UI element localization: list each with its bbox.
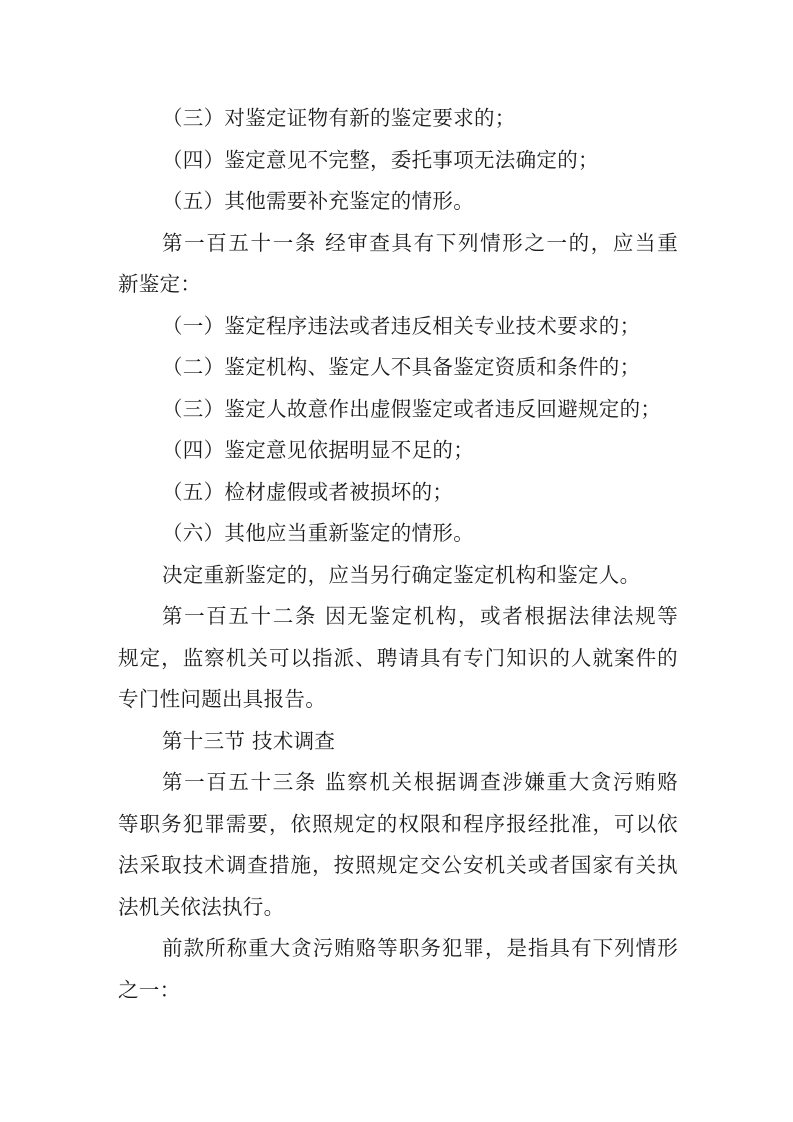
article-151-heading-line: 第一百五十一条 经审查具有下列情形之一的，应当重 — [162, 230, 678, 255]
article-153-heading-line: 第一百五十三条 监察机关根据调查涉嫌重大贪污贿赂 — [162, 770, 678, 794]
text-line-18: 等职务犯罪需要，依照规定的权限和程序报经批准，可以依 — [118, 811, 678, 836]
section-13-heading: 第十三节 技术调查 — [162, 728, 336, 753]
text-line-19: 法采取技术调查措施，按照规定交公安机关或者国家有关执 — [118, 853, 678, 877]
article-152-heading-line: 第一百五十二条 因无鉴定机构，或者根据法律法规等 — [162, 604, 678, 628]
text-line-11: （六）其他应当重新鉴定的情形。 — [162, 521, 474, 545]
text-line-20: 法机关依法执行。 — [118, 894, 285, 919]
text-line-10: （五）检材虚假或者被损坏的； — [162, 479, 454, 504]
text-line-12: 决定重新鉴定的，应当另行确定鉴定机构和鉴定人。 — [162, 562, 641, 587]
text-line-3: （五）其他需要补充鉴定的情形。 — [162, 189, 474, 213]
text-line-6: （一）鉴定程序违法或者违反相关专业技术要求的； — [162, 313, 641, 338]
text-line-2: （四）鉴定意见不完整，委托事项无法确定的； — [162, 147, 599, 172]
text-line-8: （三）鉴定人故意作出虚假鉴定或者违反回避规定的； — [162, 396, 662, 421]
text-line-21: 前款所称重大贪污贿赂等职务犯罪，是指具有下列情形 — [162, 936, 678, 960]
text-line-22: 之一： — [118, 977, 181, 1002]
text-line-15: 专门性问题出具报告。 — [118, 687, 326, 711]
text-line-7: （二）鉴定机构、鉴定人不具备鉴定资质和条件的； — [162, 355, 641, 379]
text-line-1: （三）对鉴定证物有新的鉴定要求的； — [162, 106, 516, 130]
document-page — [118, 98, 678, 1011]
text-line-9: （四）鉴定意见依据明显不足的； — [162, 438, 474, 462]
text-line-14: 规定，监察机关可以指派、聘请具有专门知识的人就案件的 — [118, 645, 678, 670]
text-line-5: 新鉴定： — [118, 272, 202, 296]
